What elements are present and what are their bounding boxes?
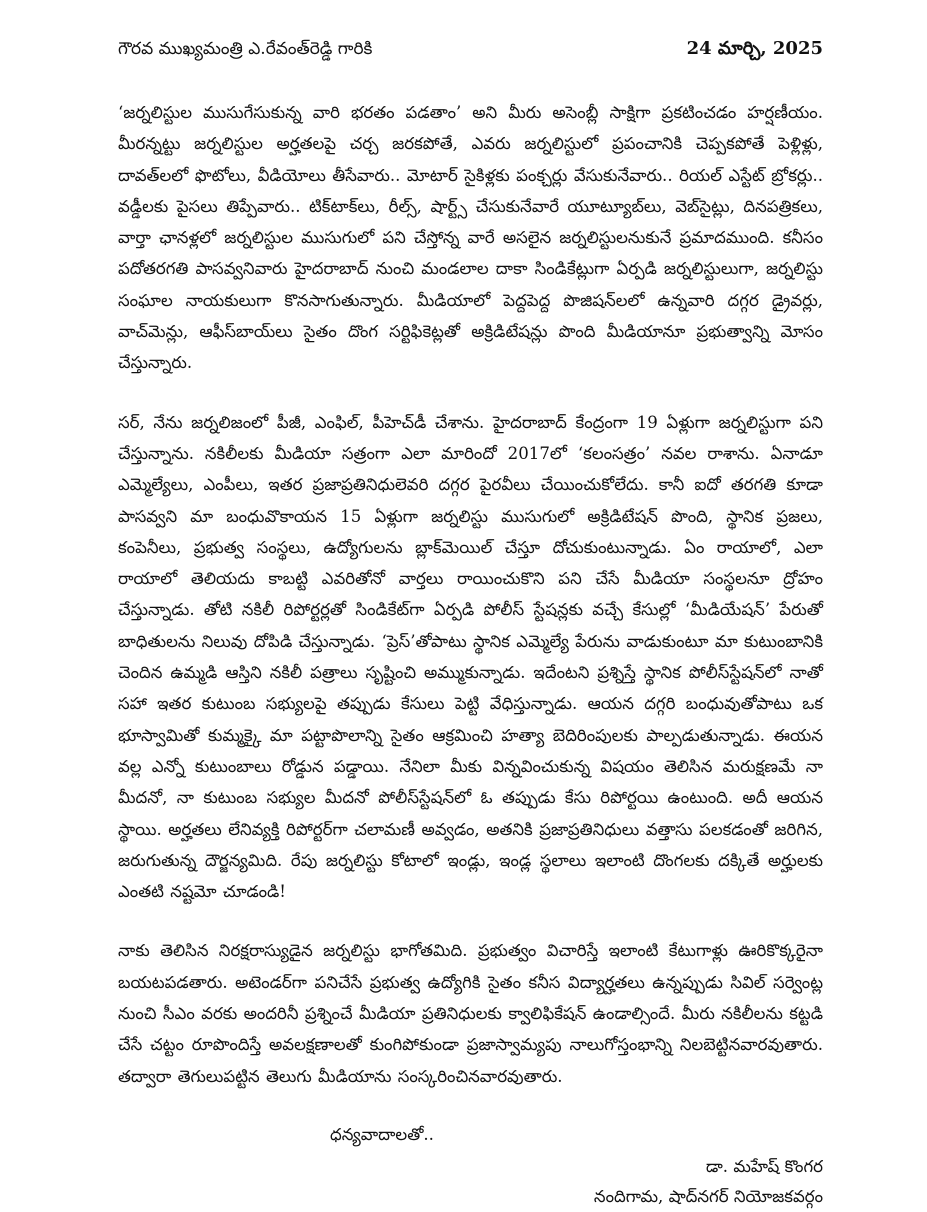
paragraph-2: సర్, నేను జర్నలిజంలో పీజీ, ఎంఫిల్, పీహెచ్‌డీ చేశాను. హైదరాబాద్ కేంద్రంగా 19 ఏళ్లుగా జర్నలిస్టుగా పని చేస్తున్నాను. నకిలీలకు మీడియా సత్రంగా ఎలా మారిందో 2017లో ‘కలంసత్రం’ నవల రాశాను. ఏనాడూ ఎమ్మెల్యేలు, ఎంపీలు, ఇతర ప్రజాప్రతినిధులెవరి దగ్గర పైరవీలు చేయించుకోలేదు. కానీ ఐదో తరగతి కూడా పాసవ్వని మా బంధువొకాయన 15 ఏళ్లుగా జర్నలిస్టు ముసుగులో అక్రిడిటేషన్ పొంది, స్థానిక ప్రజలు, కంపెనీలు, ప్రభుత్వ సంస్థలు, ఉద్యోగులను బ్లాక్‌మెయిల్ చేస్తూ దోచుకుంటున్నాడు. ఏం రాయాలో, ఎలా రాయాలో తెలియదు కాబట్టి ఎవరితోనో వార్తలు రాయించుకొని పని చేసే మీడియా సంస్థలనూ ద్రోహం చేస్తున్నాడు. తోటి నకిలీ రిపోర్టర్లతో సిండికేట్‌గా ఏర్పడి పోలీస్ స్టేషన్లకు వచ్చే కేసుల్లో ‘మీడియేషన్’ పేరుతో బాధితులను నిలువు దోపిడి చేస్తున్నాడు. ‘ప్రెస్’తోపాటు స్థానిక ఎమ్మెల్యే పేరును వాడుకుంటూ మా కుటుంబానికి చెందిన ఉమ్మడి ఆస్తిని నకిలీ పత్రాలు సృష్టించి అమ్ముకున్నాడు. ఇదేంటని ప్రశ్నిస్తే స్థానిక పోలీస్‌స్టేషన్‌లో నాతో సహా ఇతర కుటుంబ సభ్యులపై తప్పుడు కేసులు పెట్టి వేధిస్తున్నాడు. ఆయన దగ్గరి బంధువుతోపాటు ఒక భూస్వామితో కుమ్మక్కై మా పట్టాపొలాన్ని సైతం ఆక్రమించి హత్యా బెదిరింపులకు పాల్పడుతున్నాడు. ఈయన వల్ల ఎన్నో కుటుంబాలు రోడ్డున పడ్డాయి. నేనిలా మీకు విన్నవించుకున్న విషయం తెలిసిన మరుక్షణమే నా మీదనో, నా కుటుంబ సభ్యుల మీదనో పోలీస్‌స్టేషన్‌లో ఓ తప్పుడు కేసు రిపోర్టయి ఉంటుంది. అదీ ఆయన స్థాయి. అర్హతలు లేనివ్యక్తి రిపోర్టర్‌గా చలామణీ అవ్వడం, అతనికి ప్రజాప్రతినిధులు వత్తాసు పలకడంతో జరిగిన, జరుగుతున్న దౌర్జన్యమిది. రేపు జర్నలిస్టు కోటాలో ఇండ్లు, ఇండ్ల స్థలాలు ఇలాంటి దొంగలకు దక్కితే అర్హులకు ఎంతటి నష్టమో చూడండి! [118, 412, 823, 902]
paragraph-3: నాకు తెలిసిన నిరక్షరాస్యుడైన జర్నలిస్టు భాగోతమిది. ప్రభుత్వం విచారిస్తే ఇలాంటి కేటుగాళ్లు ఊరికొక్కరైనా బయటపడతారు. అటెండర్‌గా పనిచేసే ప్రభుత్వ ఉద్యోగికి సైతం కనీస విద్యార్హతలు ఉన్నప్పుడు సివిల్ సర్వెంట్ల నుంచి సీఎం వరకు అందరినీ ప్రశ్నించే మీడియా ప్రతినిధులకు క్వాలిఫికేషన్ ఉండాల్సిందే. మీరు నకిలీలను కట్టడి చేసే చట్టం రూపొందిస్తే అవలక్షణాలతో కుంగిపోకుండా ప్రజాస్వామ్యపు నాలుగోస్తంభాన్ని నిలబెట్టినవారవుతారు. తద్వారా తెగులుపట్టిన తెలుగు మీడియాను సంస్కరించినవారవుతారు. [118, 941, 823, 1086]
closing-remark: ధన్యవాదాలతో.. [330, 1124, 434, 1144]
signature-block [118, 1152, 823, 1212]
paragraph-1: ‘జర్నలిస్టుల ముసుగేసుకున్న వారి భరతం పడతాం’ అని మీరు అసెంబ్లీ సాక్షిగా ప్రకటించడం హర్షణీయం. మీరన్నట్టు జర్నలిస్టుల అర్హతలపై చర్చ జరకపోతే, ఎవరు జర్నలిస్టులో ప్రపంచానికి చెప్పకపోతే పెళ్లిళ్లు, దావత్‌లలో ఫొటోలు, వీడియోలు తీసేవారు.. మోటార్ సైకిళ్లకు పంక్చర్లు వేసుకునేవారు.. రియల్ ఎస్టేట్ బ్రోకర్లు.. వడ్డీలకు పైసలు తిప్పేవారు.. టిక్‌టాక్‌లు, రీల్స్, షార్ట్స్ చేసుకునేవారే యూట్యూబ్‌లు, వెబ్‌సైట్లు, దినపత్రికలు, వార్తా ఛానళ్లలో జర్నలిస్టుల ముసుగులో పని చేస్తోన్న వారే అసలైన జర్నలిస్టులనుకునే ప్రమాదముంది. కనీసం పదోతరగతి పాసవ్వనివారు హైదరాబాద్ నుంచి మండలాల దాకా సిండికేట్లుగా ఏర్పడి జర్నలిస్టులుగా, జర్నలిస్టు సంఘాల నాయకులుగా కొనసాగుతున్నారు. మీడియాలో పెద్దపెద్ద పొజిషన్‌లలో ఉన్నవారి దగ్గర డ్రైవర్లు, వాచ్‌మెన్లు, ఆఫీస్‌బాయ్‌లు సైతం దొంగ సర్టిఫికెట్లతో అక్రిడిటేషన్లు పొంది మీడియానూ ప్రభుత్వాన్ని మోసం చేస్తున్నారు. [118, 103, 823, 373]
salutation: గౌరవ ముఖ్యమంత్రి ఎ.రేవంత్‌రెడ్డి గారికి [118, 39, 373, 59]
letter-date: 24 మార్చి, 2025 [686, 38, 823, 59]
signature-name: డా. మహేష్ కొంగర [705, 1156, 823, 1176]
signature-place: నందిగామ, షాద్‌నగర్ నియోజకవర్గం [593, 1186, 823, 1206]
letter-header [118, 38, 823, 63]
